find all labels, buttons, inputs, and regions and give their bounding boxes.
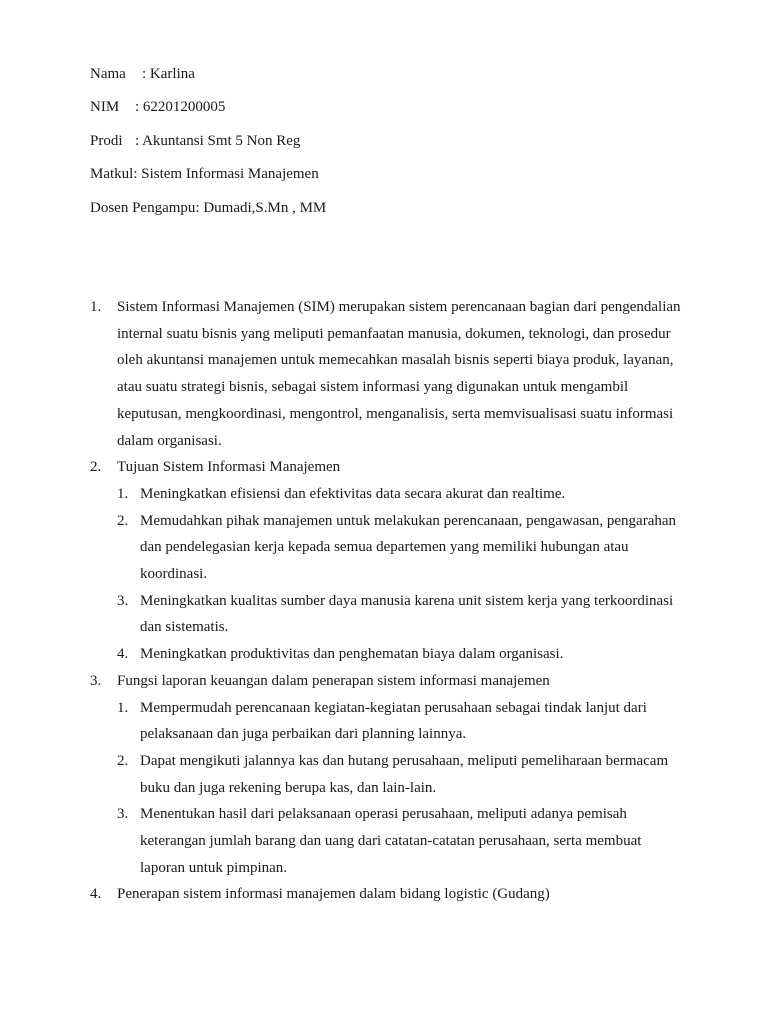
sub-item-text: Memudahkan pihak manajemen untuk melakukan perencanaan, pengawasan, pengarahan dan pendelegasian kerja kepada semua departemen yang memiliki hubungan atau koordinasi. [140, 512, 677, 583]
list-item-number: 3. [90, 672, 102, 689]
list-item [0, 668, 768, 695]
list-item [0, 881, 768, 908]
list-item-text: Fungsi laporan keuangan dalam penerapan sistem informasi manajemen [117, 672, 550, 689]
sub-list-item [0, 641, 768, 668]
header-dosen [90, 198, 326, 218]
sub-item-text: Dapat mengikuti jalannya kas dan hutang perusahaan, meliputi pemeliharaan bermacam buku dan juga rekening berupa kas, dan lain-lain. [140, 752, 669, 796]
list-item-number: 2. [90, 459, 102, 476]
sub-item-text: Meningkatkan produktivitas dan penghematan biaya dalam organisasi. [140, 646, 564, 663]
matkul-value: : Sistem Informasi Manajemen [133, 166, 319, 182]
sub-item-number: 3. [117, 806, 129, 823]
header-prodi [90, 131, 300, 151]
list-item [0, 454, 768, 481]
sub-item-text: Menentukan hasil dari pelaksanaan operasi perusahaan, meliputi adanya pemisah keterangan jumlah barang dan uang dari catatan-catatan perusahaan, serta membuat laporan untuk pimpinan. [140, 806, 642, 876]
matkul-label: Matkul [90, 166, 134, 182]
list-item-text: Penerapan sistem informasi manajemen dalam bidang logistic (Gudang) [117, 886, 550, 903]
sub-item-number: 1. [117, 485, 129, 502]
sub-list-item [0, 695, 768, 748]
dosen-value: : Dumadi,S.Mn , MM [195, 200, 327, 216]
nim-label: NIM [90, 99, 120, 115]
sub-list-item [0, 748, 768, 801]
sub-item-number: 4. [117, 646, 129, 663]
list-item-number: 1. [90, 299, 102, 315]
sub-item-number: 2. [117, 752, 129, 769]
sub-item-number: 1. [117, 699, 129, 716]
prodi-value: : Akuntansi Smt 5 Non Reg [135, 133, 301, 149]
nama-label: Nama [90, 66, 126, 82]
list-item-text: Sistem Informasi Manajemen (SIM) merupakan sistem perencanaan bagian dari pengendalian internal suatu bisnis yang meliputi pemanfaatan manusia, dokumen, teknologi, dan prosedur oleh akuntansi manajemen untuk memecahkan masalah bisnis seperti biaya produk, layanan, atau suatu strategi bisnis, sebagai sistem informasi yang digunakan untuk mengambil keputusan, mengkoordinasi, mengontrol, menganalisis, serta memvisualisasi suatu informasi dalam organisasi. [117, 299, 681, 449]
sub-list-item [0, 481, 768, 508]
header-matkul [90, 164, 319, 184]
header-nim [90, 97, 225, 117]
sub-item-text: Meningkatkan efisiensi dan efektivitas data secara akurat dan realtime. [140, 485, 566, 502]
numbered-list [0, 294, 768, 908]
header-nama [90, 64, 195, 84]
nim-value: : 62201200005 [135, 99, 226, 115]
sub-item-number: 2. [117, 512, 129, 529]
sub-item-text: Mempermudah perencanaan kegiatan-kegiatan perusahaan sebagai tindak lanjut dari pelaksanaan dan juga perbaikan dari planning lainnya. [140, 699, 647, 743]
dosen-label: Dosen Pengampu [90, 200, 196, 216]
sub-list-item [0, 801, 768, 881]
list-item-text: Tujuan Sistem Informasi Manajemen [117, 459, 341, 476]
sub-list-item [0, 588, 768, 641]
prodi-label: Prodi [90, 133, 123, 149]
sub-list-item [0, 508, 768, 588]
list-item [0, 294, 768, 454]
nama-value: : Karlina [142, 66, 195, 82]
list-item-number: 4. [90, 886, 102, 903]
sub-item-text: Meningkatkan kualitas sumber daya manusia karena unit sistem kerja yang terkoordinasi dan sistematis. [140, 592, 674, 636]
sub-item-number: 3. [117, 592, 129, 609]
